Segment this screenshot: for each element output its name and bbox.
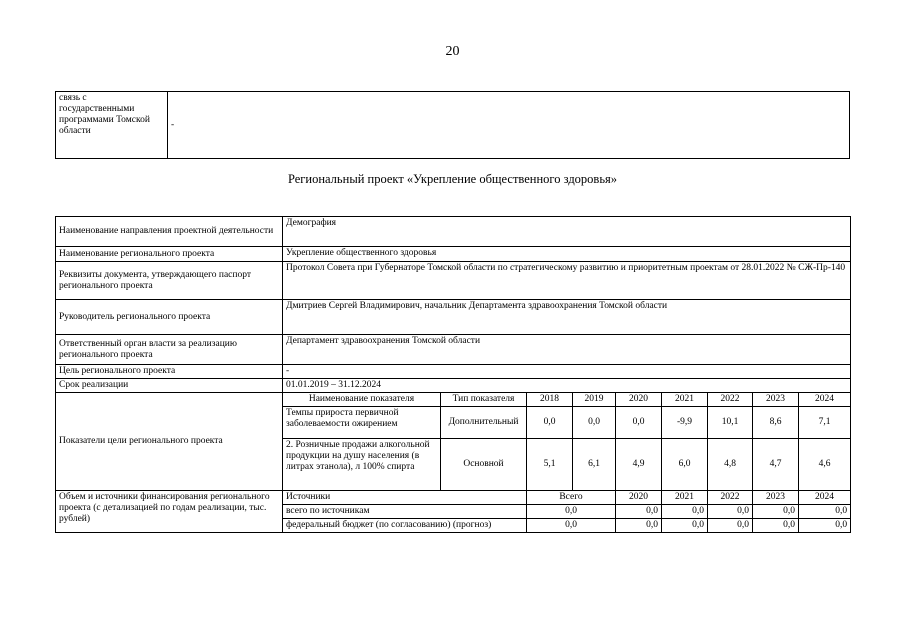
year-header: 2019 bbox=[573, 393, 616, 407]
year-header: 2020 bbox=[616, 393, 662, 407]
financing-source: федеральный бюджет (по согласованию) (прогноз) bbox=[283, 519, 527, 533]
responsible-value: Департамент здравоохранения Томской области bbox=[283, 335, 851, 365]
financing-value: 0,0 bbox=[616, 519, 662, 533]
section-title: Региональный проект «Укрепление общественного здоровья» bbox=[287, 172, 618, 186]
related-programs-table bbox=[55, 91, 850, 159]
term-value: 01.01.2019 – 31.12.2024 bbox=[283, 379, 851, 393]
financing-value: 0,0 bbox=[799, 519, 851, 533]
year-header: 2024 bbox=[799, 491, 851, 505]
financing-value: 0,0 bbox=[662, 505, 708, 519]
indicator-value: 4,8 bbox=[708, 439, 753, 491]
indicator-value: 6,0 bbox=[662, 439, 708, 491]
year-header: 2021 bbox=[662, 393, 708, 407]
year-header: 2023 bbox=[753, 393, 799, 407]
direction-value: Демография bbox=[283, 217, 851, 247]
indicator-name: Темпы прироста первичной заболеваемости ожирением bbox=[283, 407, 441, 439]
indicator-name: 2. Розничные продажи алкогольной продукции на душу населения (в литрах этанола), л 100% спирта bbox=[283, 439, 441, 491]
financing-value: 0,0 bbox=[708, 519, 753, 533]
indicator-value: 5,1 bbox=[527, 439, 573, 491]
financing-value: 0,0 bbox=[708, 505, 753, 519]
indicator-value: 4,7 bbox=[753, 439, 799, 491]
indicator-value: 10,1 bbox=[708, 407, 753, 439]
document-value: Протокол Совета при Губернаторе Томской области по стратегическому развитию и приоритетным проектам от 28.01.2022 № СЖ-Пр-140 bbox=[283, 262, 851, 300]
indicator-value: 0,0 bbox=[616, 407, 662, 439]
financing-total: 0,0 bbox=[527, 505, 616, 519]
indicator-value: -9,9 bbox=[662, 407, 708, 439]
indicators-label: Показатели цели регионального проекта bbox=[56, 393, 283, 491]
indicator-value: 8,6 bbox=[753, 407, 799, 439]
financing-value: 0,0 bbox=[799, 505, 851, 519]
indicator-value: 0,0 bbox=[573, 407, 616, 439]
page-number: 20 bbox=[445, 44, 460, 59]
leader-value: Дмитриев Сергей Владимирович, начальник Департамента здравоохранения Томской области bbox=[283, 300, 851, 335]
related-programs-label: связь с государственными программами Томской области bbox=[56, 92, 168, 159]
goal-label: Цель регионального проекта bbox=[56, 365, 283, 379]
indicator-value: 4,6 bbox=[799, 439, 851, 491]
indicator-value: 0,0 bbox=[527, 407, 573, 439]
financing-total-header: Всего bbox=[527, 491, 616, 505]
year-header: 2024 bbox=[799, 393, 851, 407]
year-header: 2018 bbox=[527, 393, 573, 407]
financing-total: 0,0 bbox=[527, 519, 616, 533]
financing-label: Объем и источники финансирования регионального проекта (с детализацией по годам реализации, тыс. рублей) bbox=[56, 491, 283, 533]
indicator-type-header: Тип показателя bbox=[441, 393, 527, 407]
indicator-value: 4,9 bbox=[616, 439, 662, 491]
financing-value: 0,0 bbox=[616, 505, 662, 519]
financing-value: 0,0 bbox=[662, 519, 708, 533]
related-programs-value: - bbox=[168, 92, 850, 159]
indicator-value: 7,1 bbox=[799, 407, 851, 439]
financing-source: всего по источникам bbox=[283, 505, 527, 519]
financing-value: 0,0 bbox=[753, 505, 799, 519]
leader-label: Руководитель регионального проекта bbox=[56, 300, 283, 335]
project-passport-table bbox=[55, 216, 851, 533]
financing-value: 0,0 bbox=[753, 519, 799, 533]
term-label: Срок реализации bbox=[56, 379, 283, 393]
responsible-label: Ответственный орган власти за реализацию регионального проекта bbox=[56, 335, 283, 365]
indicator-name-header: Наименование показателя bbox=[283, 393, 441, 407]
year-header: 2023 bbox=[753, 491, 799, 505]
year-header: 2022 bbox=[708, 393, 753, 407]
financing-source-header: Источники bbox=[283, 491, 527, 505]
project-name-value: Укрепление общественного здоровья bbox=[283, 247, 851, 262]
year-header: 2022 bbox=[708, 491, 753, 505]
indicator-type: Дополнительный bbox=[441, 407, 527, 439]
document-label: Реквизиты документа, утверждающего паспорт регионального проекта bbox=[56, 262, 283, 300]
indicator-value: 6,1 bbox=[573, 439, 616, 491]
year-header: 2020 bbox=[616, 491, 662, 505]
year-header: 2021 bbox=[662, 491, 708, 505]
project-name-label: Наименование регионального проекта bbox=[56, 247, 283, 262]
direction-label: Наименование направления проектной деятельности bbox=[56, 217, 283, 247]
goal-value: - bbox=[283, 365, 851, 379]
indicator-type: Основной bbox=[441, 439, 527, 491]
